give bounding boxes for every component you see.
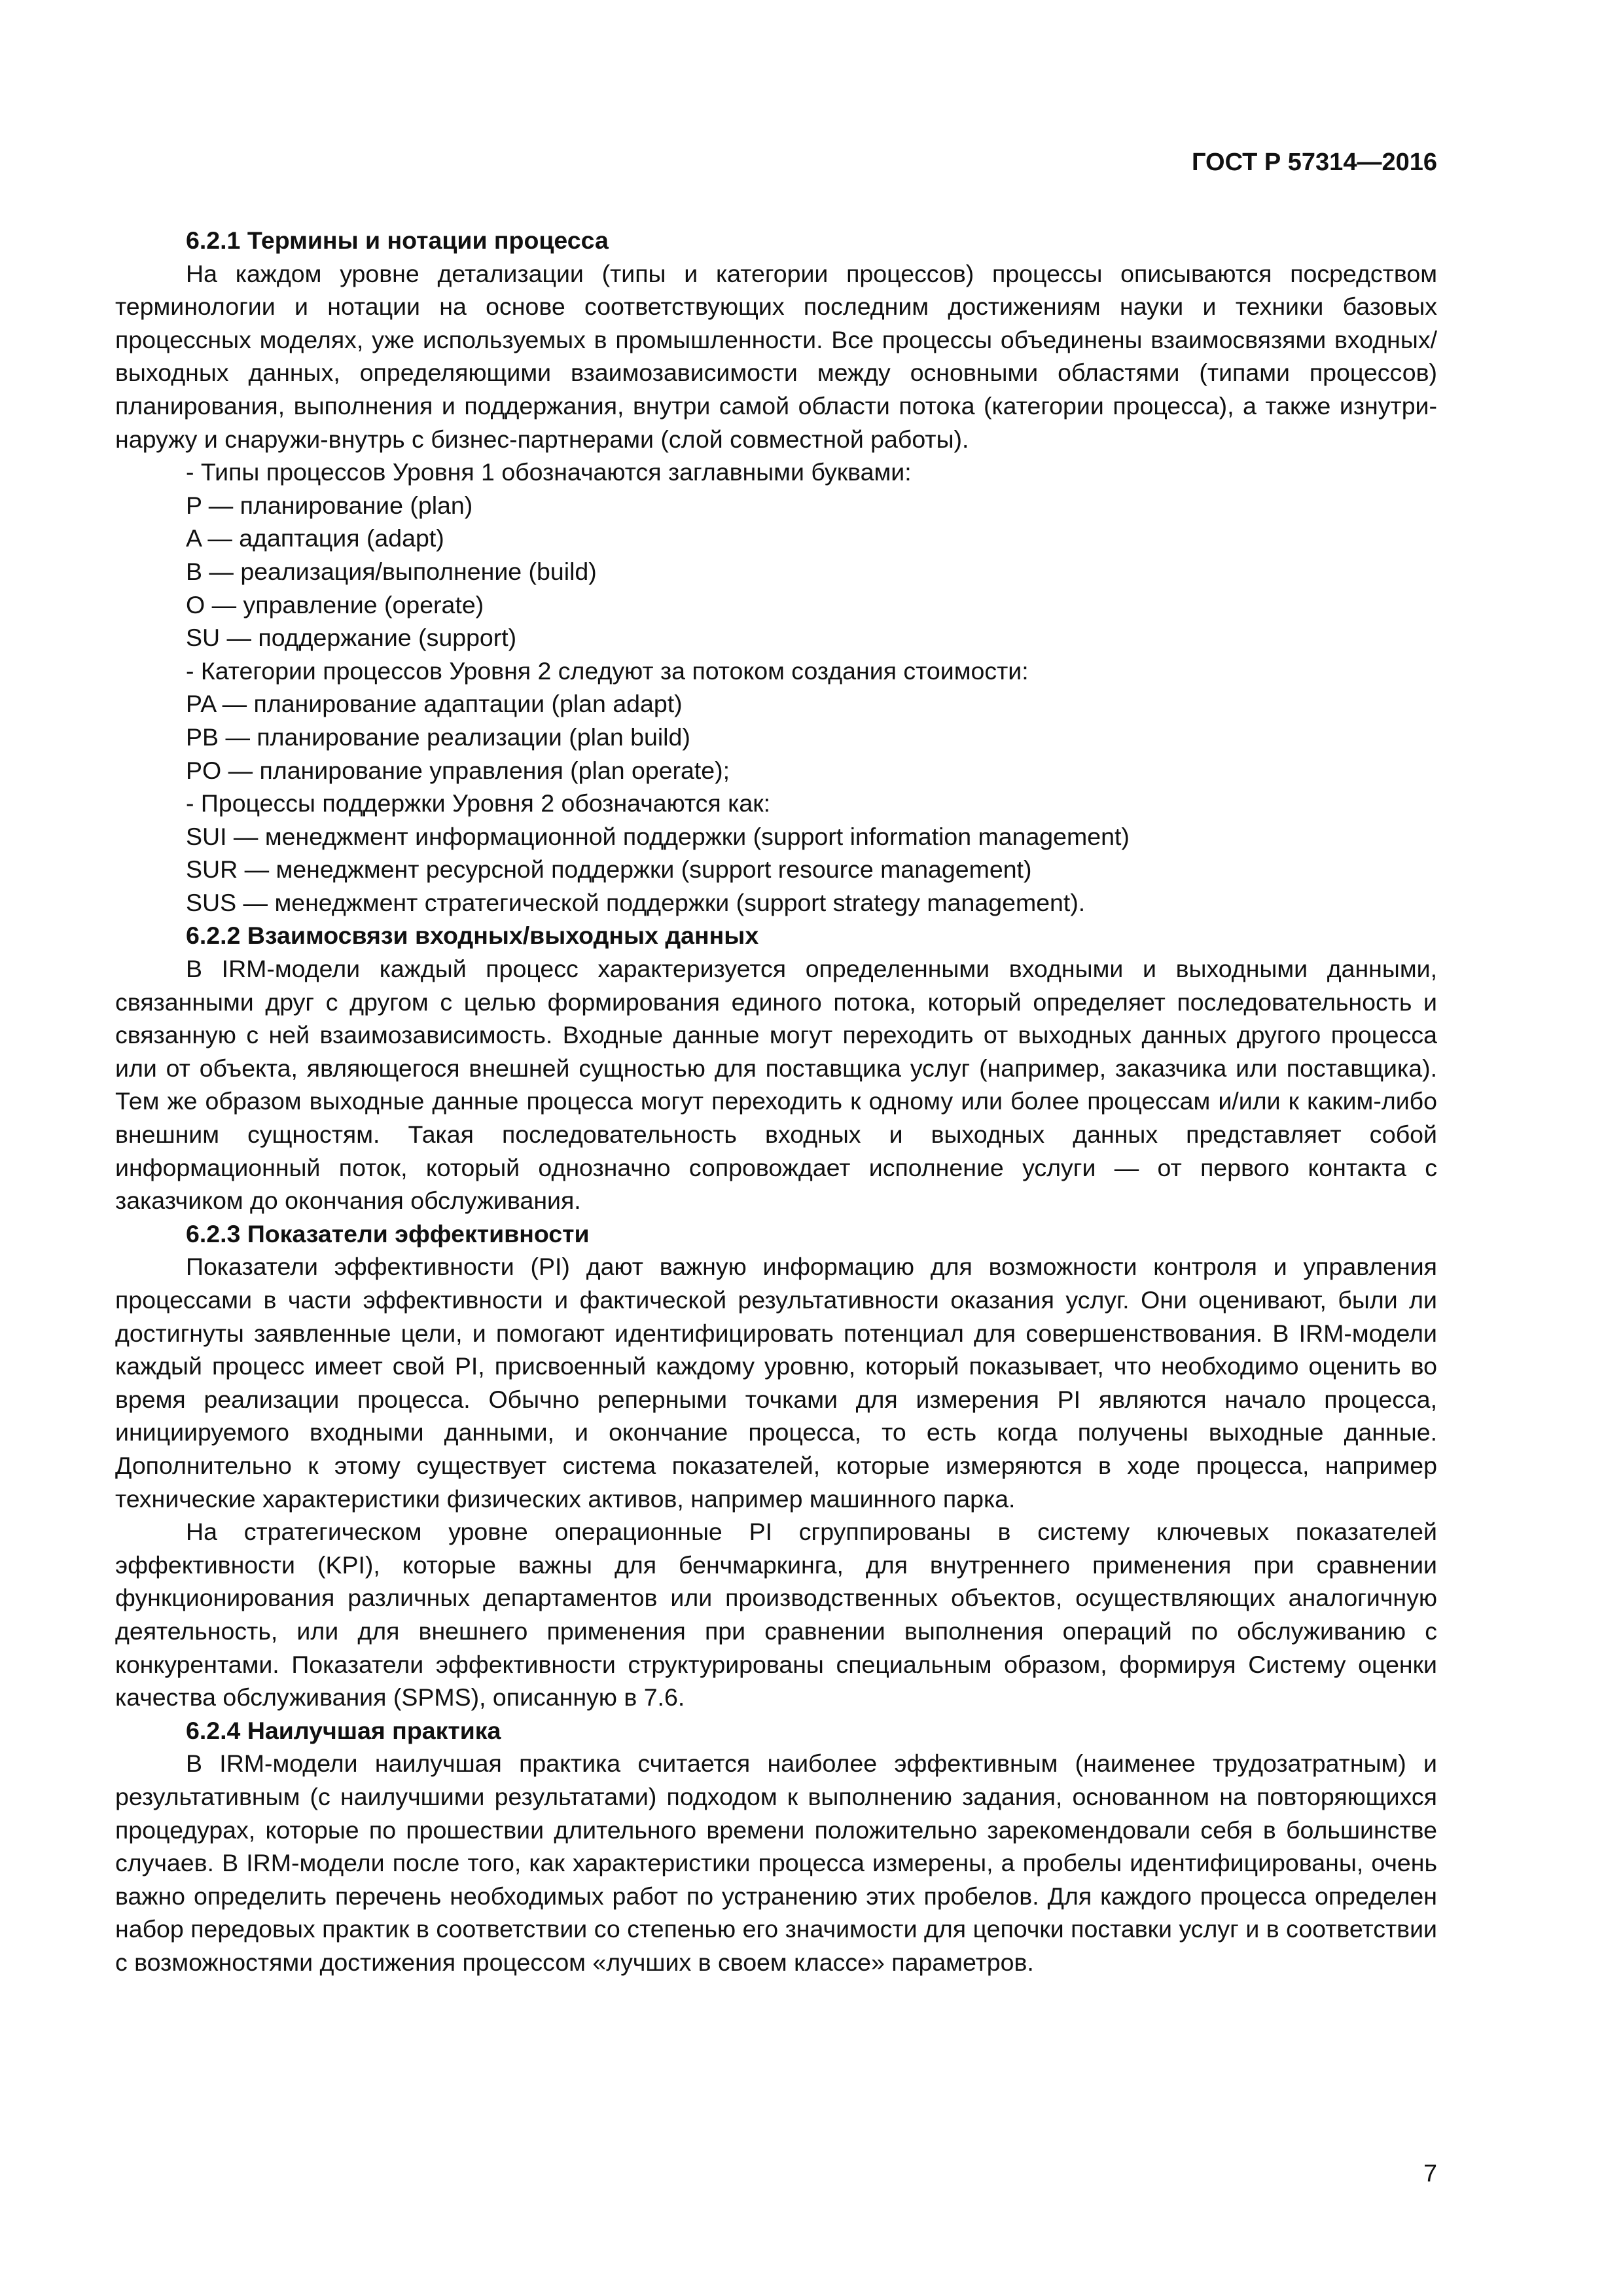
list-item: P — планирование (plan) <box>186 491 473 519</box>
list-item: O — управление (operate) <box>186 590 484 619</box>
section-heading-6-2-3: 6.2.3 Показатели эффективности <box>186 1219 590 1247</box>
paragraph: В IRM-модели наилучшая практика считается наиболее эффективным (наименее трудозатратным) и результативным (с наилучшими результатами) подходом к выполнению задания, основанном на повторяющихся процедурах, которые по прошествии длительного времени положительно зарекомендовали себя в большинстве случаев. В IRM-модели после того, как характеристики процесса измерены, а пробелы идентифицированы, очень важно определить перечень необходимых работ по устранению этих пробелов. Для каждого процесса определен набор передовых практик в соответствии со степенью его значимости для цепочки поставки услуг и в соответствии с возможностями достижения процессом «лучших в своем классе» параметров. <box>115 1749 1437 1976</box>
list-item: SU — поддержание (support) <box>186 624 517 652</box>
list-intro: - Процессы поддержки Уровня 2 обозначаются как: <box>186 789 771 817</box>
list-intro: - Категории процессов Уровня 2 следуют за потоком создания стоимости: <box>186 656 1029 685</box>
list-item: PB — планирование реализации (plan build) <box>186 723 690 751</box>
document-header: ГОСТ Р 57314—2016 <box>1192 149 1437 176</box>
list-item: SUI — менеджмент информационной поддержки (support information management) <box>186 822 1130 850</box>
paragraph: Показатели эффективности (PI) дают важную информацию для возможности контроля и управления процессами в части эффективности и фактической результативности оказания услуг. Они оценивают, были ли достигнуты заявленные цели, и помогают идентифицировать потенциал для совершенствования. В IRM-модели каждый процесс имеет свой PI, присвоенный каждому уровню, который показывает, что необходимо оценить во время реализации процесса. Обычно реперными точками для измерения PI являются начало процесса, инициируемого входными данными, и окончание процесса, то есть когда получены выходные данные. Дополнительно к этому существует система показателей, которые измеряются в ходе процесса, например технические характеристики физических активов, например машинного парка. <box>115 1253 1437 1513</box>
document-body <box>115 224 1437 1979</box>
paragraph: На каждом уровне детализации (типы и категории процессов) процессы описываются посредством терминологии и нотации на основе соответствующих последним достижениям науки и техники базовых процессных моделях, уже используемых в промышленности. Все процессы объединены взаимосвязями входных/выходных данных, определяющими взаимозависимости между основными областями (типами процессов) планирования, выполнения и поддержания, внутри самой области потока (категории процесса), а также изнутри-наружу и снаружи-внутрь с бизнес-партнерами (слой совместной работы). <box>115 259 1437 453</box>
paragraph: В IRM-модели каждый процесс характеризуется определенными входными и выходными данными, связанными друг с другом с целью формирования единого потока, который определяет последовательность и связанную с ней взаимозависимость. Входные данные могут переходить от выходных данных другого процесса или от объекта, являющегося внешней сущностью для поставщика услуг (например, заказчика или поставщика). Тем же образом выходные данные процесса могут переходить к одному или более процессам и/или к каким-либо внешним сущностям. Такая последовательность входных и выходных данных представляет собой информационный поток, который однозначно сопровождает исполнение услуги — от первого контакта с заказчиком до окончания обслуживания. <box>115 955 1437 1215</box>
section-heading-6-2-4: 6.2.4 Наилучшая практика <box>186 1716 501 1744</box>
list-item: A — адаптация (adapt) <box>186 524 444 552</box>
list-item: SUR — менеджмент ресурсной поддержки (support resource management) <box>186 855 1032 884</box>
paragraph: На стратегическом уровне операционные PI сгруппированы в систему ключевых показателей эффективности (KPI), которые важны для бенчмаркинга, для внутреннего применения при сравнении функционирования различных департаментов или производственных объектов, осуществляющих аналогичную деятельность, или для внешнего применения при сравнении выполнения операций по обслуживанию с конкурентами. Показатели эффективности структурированы специальным образом, формируя Систему оценки качества обслуживания (SPMS), описанную в 7.6. <box>115 1518 1437 1712</box>
list-item: PA — планирование адаптации (plan adapt) <box>186 690 683 718</box>
section-heading-6-2-1: 6.2.1 Термины и нотации процесса <box>186 226 609 254</box>
section-heading-6-2-2: 6.2.2 Взаимосвязи входных/выходных данных <box>186 922 759 950</box>
list-item: SUS — менеджмент стратегической поддержки (support strategy management). <box>186 888 1086 916</box>
list-intro: - Типы процессов Уровня 1 обозначаются заглавными буквами: <box>186 458 912 486</box>
list-item: B — реализация/выполнение (build) <box>186 557 597 585</box>
page-number: 7 <box>1423 2159 1437 2187</box>
list-item: PO — планирование управления (plan operate); <box>186 756 730 784</box>
